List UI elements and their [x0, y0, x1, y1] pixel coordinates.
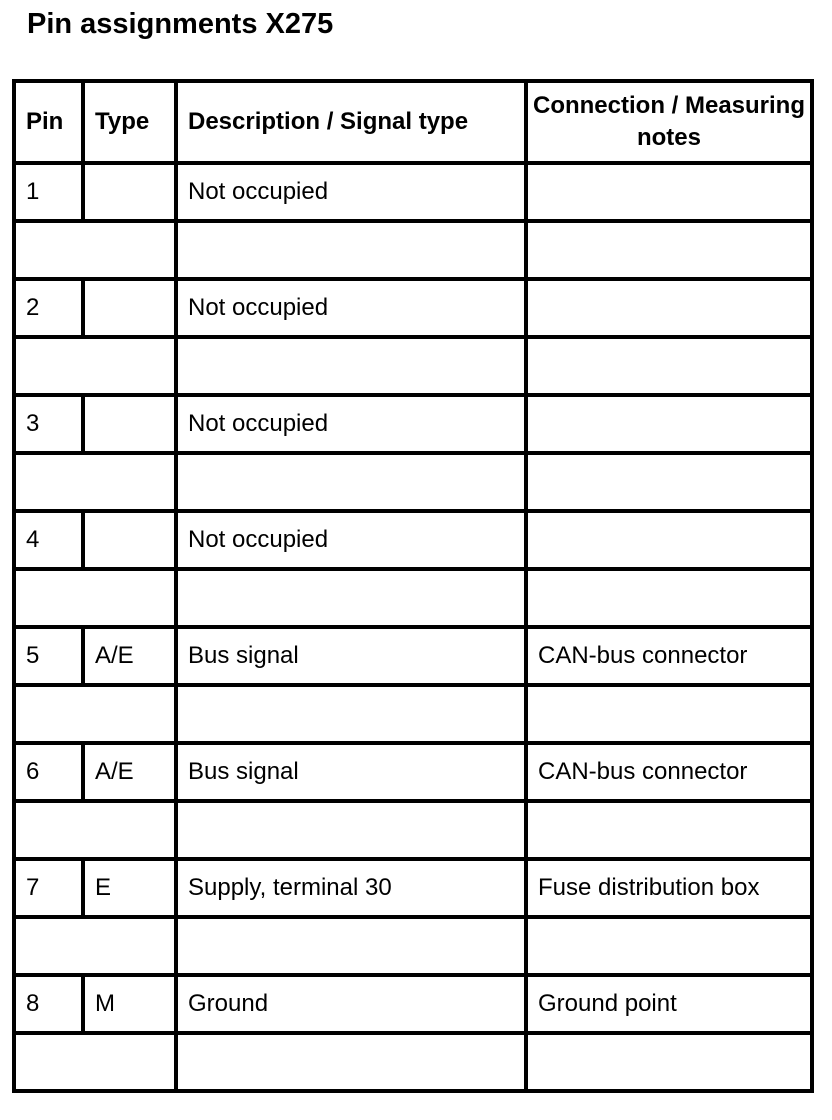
table-spacer-row	[14, 801, 812, 859]
description-cell: Supply, terminal 30	[176, 859, 526, 917]
table-row	[14, 743, 812, 801]
table-row	[14, 163, 812, 221]
spacer-cell	[526, 221, 812, 279]
spacer-cell	[176, 453, 526, 511]
spacer-cell	[526, 801, 812, 859]
pin-cell: 7	[14, 859, 83, 917]
description-cell: Not occupied	[176, 395, 526, 453]
table-header-row	[14, 81, 812, 163]
spacer-cell	[14, 1033, 176, 1091]
connection-cell: Fuse distribution box	[526, 859, 812, 917]
connection-cell	[526, 511, 812, 569]
pin-cell: 4	[14, 511, 83, 569]
spacer-cell	[14, 453, 176, 511]
spacer-cell	[176, 337, 526, 395]
table-spacer-row	[14, 1033, 812, 1091]
description-cell: Bus signal	[176, 627, 526, 685]
pin-cell: 3	[14, 395, 83, 453]
table-row	[14, 279, 812, 337]
spacer-cell	[526, 337, 812, 395]
page-title: Pin assignments X275	[27, 8, 334, 40]
spacer-cell	[14, 801, 176, 859]
pin-cell: 6	[14, 743, 83, 801]
spacer-cell	[526, 685, 812, 743]
spacer-cell	[14, 685, 176, 743]
type-cell: M	[83, 975, 176, 1033]
type-cell	[83, 395, 176, 453]
type-cell: A/E	[83, 743, 176, 801]
connection-cell: CAN-bus connector	[526, 743, 812, 801]
spacer-cell	[14, 569, 176, 627]
description-cell: Not occupied	[176, 279, 526, 337]
table-row	[14, 859, 812, 917]
table-spacer-row	[14, 569, 812, 627]
pin-cell: 2	[14, 279, 83, 337]
description-cell: Ground	[176, 975, 526, 1033]
spacer-cell	[14, 917, 176, 975]
table-spacer-row	[14, 917, 812, 975]
spacer-cell	[176, 917, 526, 975]
spacer-cell	[176, 1033, 526, 1091]
description-cell: Not occupied	[176, 511, 526, 569]
table-row	[14, 511, 812, 569]
type-cell	[83, 511, 176, 569]
connection-cell	[526, 395, 812, 453]
type-cell	[83, 279, 176, 337]
spacer-cell	[14, 221, 176, 279]
table-row	[14, 395, 812, 453]
header-connection: Connection / Measuring notes	[526, 81, 812, 163]
pin-cell: 1	[14, 163, 83, 221]
table-spacer-row	[14, 337, 812, 395]
header-description: Description / Signal type	[176, 81, 526, 163]
connection-cell	[526, 163, 812, 221]
table-spacer-row	[14, 685, 812, 743]
spacer-cell	[526, 569, 812, 627]
spacer-cell	[14, 337, 176, 395]
description-cell: Not occupied	[176, 163, 526, 221]
connection-cell	[526, 279, 812, 337]
connection-cell: Ground point	[526, 975, 812, 1033]
table-spacer-row	[14, 453, 812, 511]
spacer-cell	[176, 801, 526, 859]
spacer-cell	[526, 1033, 812, 1091]
connection-cell: CAN-bus connector	[526, 627, 812, 685]
table-row	[14, 975, 812, 1033]
pin-cell: 5	[14, 627, 83, 685]
header-pin: Pin	[14, 81, 83, 163]
header-type: Type	[83, 81, 176, 163]
spacer-cell	[176, 221, 526, 279]
type-cell	[83, 163, 176, 221]
description-cell: Bus signal	[176, 743, 526, 801]
table-row	[14, 627, 812, 685]
type-cell: A/E	[83, 627, 176, 685]
table-spacer-row	[14, 221, 812, 279]
spacer-cell	[526, 453, 812, 511]
spacer-cell	[176, 685, 526, 743]
pin-cell: 8	[14, 975, 83, 1033]
pin-assignments-table	[12, 79, 814, 1093]
type-cell: E	[83, 859, 176, 917]
spacer-cell	[176, 569, 526, 627]
spacer-cell	[526, 917, 812, 975]
